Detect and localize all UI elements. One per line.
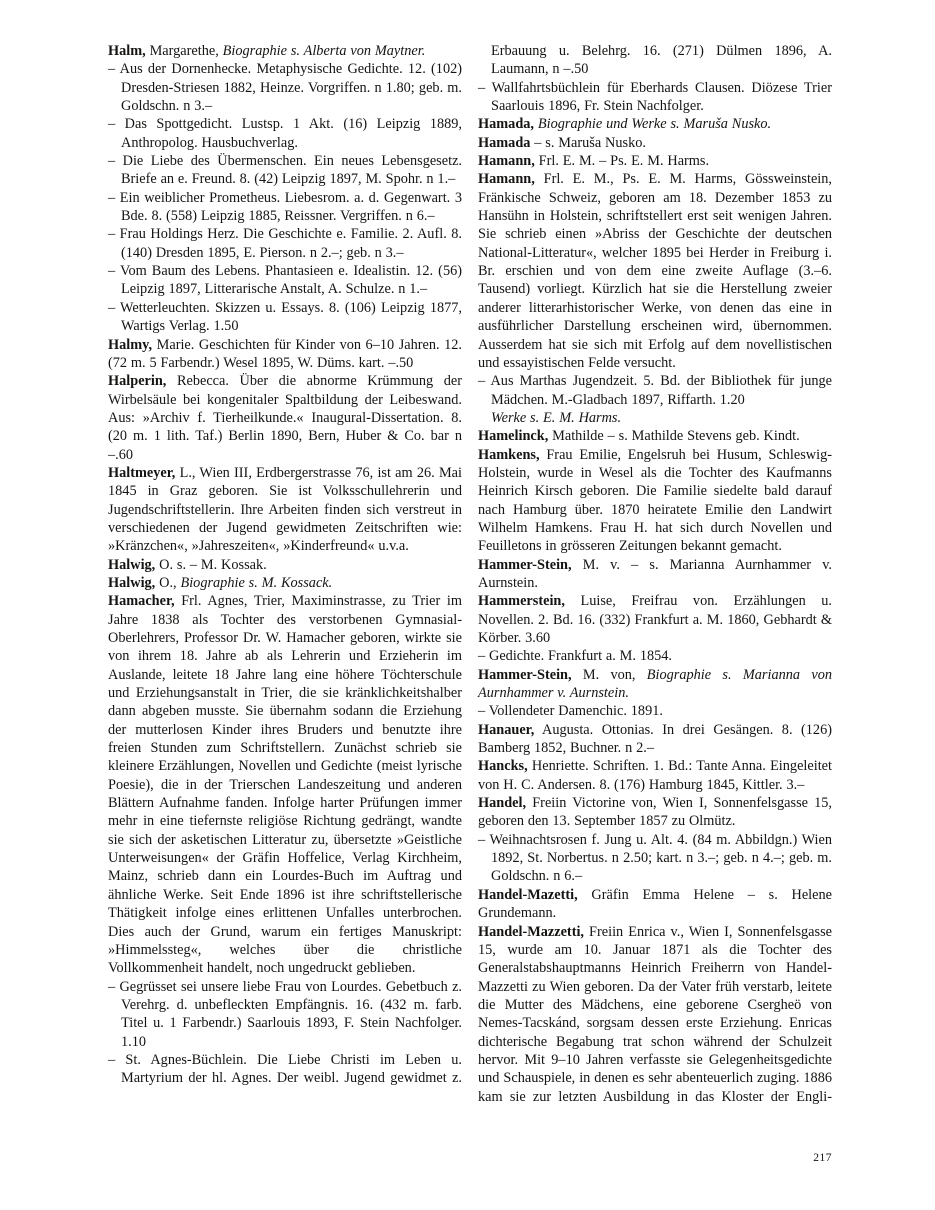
entry [108, 464, 462, 556]
text-segment: Freiin Enrica v., Wien I, Sonnenfelsgasse 15, wurde am 10. Januar 1871 als die Tochter des Generalstabshauptmanns Heinrich Freiherrn von Handel-Mazzetti zu Wien geboren. Da der Vater früh verstarb, leitete die Mutter des Mädchens, eine geborene Csergheö von Nemes-Tacskánd, sorgsam dessen erste Erziehung. Enricas dichterische Begabung trat schon während der Schulzeit hervor. Mit 9–10 Jahren verfasste sie Gelegenheitsgedichte und Schauspiele, in denen es sehr abenteuerlich zuging. 1886 kam sie zur letzten Ausbildung in das Kloster der Engli- [478, 923, 832, 1105]
text-segment: Margarethe, [145, 43, 223, 59]
text-segment: – Das Spottgedicht. Lustsp. 1 Akt. (16) Leipzig 1889, Anthropolog. Hausbuchverlag. [108, 116, 462, 151]
text-segment: Handel, [478, 795, 527, 812]
text-segment: Frau Emilie, Engelsruh bei Husum, Schleswig-Holstein, wurde in Wesel als die Tochter des Kaufmanns Heinrich Kirsch geboren. Die Familie siedelte bald darauf nach Hamburg über. 1870 heiratete Emilie den Landwirt Wilhelm Hamkens. Frau H. hat sich durch Novellen und Feuilletons in grösseren Zeitungen bekannt gemacht. [478, 446, 832, 555]
entry [108, 978, 462, 1051]
text-segment: Haltmeyer, [108, 464, 176, 481]
entry [108, 152, 462, 189]
column-left [108, 42, 462, 1106]
entry [478, 42, 832, 79]
entry [108, 372, 462, 464]
entry [478, 647, 832, 665]
text-segment: Rebecca. Über die abnorme Krümmung der Wirbelsäule bei kongenitaler Spaltbildung der Leibeswand. Aus: »Archiv f. Tierheilkunde.« Inaugural-Dissertation. 8. (20 m. 1 lith. Taf.) Berlin 1890, Bern, Huber & Co. bar n –.60 [108, 373, 462, 463]
text-segment: – s. Maruša Nusko. [530, 134, 646, 151]
text-segment: O. s. – M. Kossak. [155, 556, 267, 573]
text-segment: Hanauer, [478, 721, 535, 738]
text-segment: Biographie s. Alberta von Maytner. [222, 43, 426, 59]
text-segment: – Gedichte. Frankfurt a. M. 1854. [478, 648, 672, 665]
text-segment: Biographie und Werke s. Maruša Nusko. [537, 116, 772, 133]
text-segment: Handel-Mazzetti, [478, 923, 584, 940]
text-segment: Marie. Geschichten für Kinder von 6–10 Jahren. 12. (72 m. 5 Farbendr.) Wesel 1895, W. Düms. kart. –.50 [108, 336, 462, 371]
text-segment: Halmy, [108, 336, 153, 353]
text-segment: – Wallfahrtsbüchlein für Eberhards Clausen. Diözese Trier Saarlouis 1896, Fr. Stein Nachfolger. [478, 79, 832, 115]
text-segment: Handel-Mazetti, [478, 886, 578, 903]
entry [478, 79, 832, 116]
page-number: 217 [813, 1152, 832, 1164]
text-segment: – Die Liebe des Übermenschen. Ein neues Lebensgesetz. Briefe an e. Freund. 8. (42) Leipzig 1897, M. Spohr. n 1.– [108, 153, 462, 188]
text-segment: Halwig, [108, 574, 156, 591]
text-segment: Hamada, [478, 116, 535, 133]
entry [478, 592, 832, 647]
entry [108, 115, 462, 152]
text-segment: Halm, [108, 43, 146, 59]
text-segment: Hamann, [478, 171, 535, 188]
column-right [478, 42, 832, 1106]
text-segment: – Vom Baum des Lebens. Phantasieen e. Idealistin. 12. (56) Leipzig 1897, Litterarische Anstalt, A. Schulze. n 1.– [108, 263, 462, 298]
text-segment: – St. Agnes-Büchlein. Die Liebe Christi im Leben u. Martyrium der hl. Agnes. Der weibl. Jugend gewidmet z. [108, 1051, 462, 1087]
text-segment: M. v. – s. Marianna Aurnhammer v. Aurnstein. [478, 556, 832, 591]
text-segment: – Aus Marthas Jugendzeit. 5. Bd. der Bibliothek für junge Mädchen. M.-Gladbach 1897, Riffarth. 1.20 [478, 373, 832, 408]
text-segment: Hancks, [478, 758, 528, 775]
entry [478, 721, 832, 758]
text-segment: Hammer-Stein, [478, 666, 572, 683]
text-segment: Erbauung u. Belehrg. 16. (271) Dülmen 1896, A. Laumann, n –.50 [491, 43, 832, 78]
text-segment: Halperin, [108, 373, 167, 390]
entry [478, 152, 832, 170]
text-segment: – Wetterleuchten. Skizzen u. Essays. 8. (106) Leipzig 1877, Wartigs Verlag. 1.50 [108, 299, 462, 335]
entry [478, 427, 832, 445]
text-segment: Halwig, [108, 556, 156, 573]
text-segment: Hamacher, [108, 593, 175, 610]
text-segment: Gräfin Emma Helene – s. Helene Grundemann. [478, 886, 832, 922]
text-segment: – Aus der Dornenhecke. Metaphysische Gedichte. 12. (102) Dresden-Striesen 1882, Heinze. Vorgriffen. n 1.80; geb. m. Goldschn. n 3.– [108, 61, 462, 115]
text-segment: Hamkens, [478, 446, 540, 463]
entry [108, 60, 462, 115]
text-segment: Frl. Agnes, Trier, Maximinstrasse, zu Trier im Jahre 1838 als Tochter des verstorbenen Gymnasial-Oberlehrers, Professor Dr. W. Hamacher geboren, wirkte sie von ihrem 18. Jahre ab als Lehrerin und Erzieherin im Auslande, leitete 18 Jahre lang eine höhere Töchterschule und Erziehungsanstalt in Trier, die sie kränklichkeitshalber dann abgeben musste. Sie übernahm sodann die Erziehung der mutterlosen Kinder ihres Bruders und benutzte ihre freien Stunden zum Schriftstellern. Zunächst schrieb sie kleinere Erzählungen, Novellen und Gedichte (meist lyrische Poesie), die in der Trierschen Landeszeitung und anderen Blättern Aufnahme fanden. Infolge harter Prüfungen immer mehr in eine tiefernste religiöse Richtung gedrängt, wandte sie sich der asketischen Litteratur zu, übersetzte »Geistliche Unterweisungen« der Gräfin Hoffelice, Verlag Kirchheim, Mainz, schrieb dann ein Lourdes-Buch im Auftrag und ähnliche Werke. Seit Ende 1896 ist ihre schriftstellerische Thätigkeit infolge eines erlittenen Unfalles unterbrochen. Dies auch der Grund, warum ein fertiges Manuskript: »Himmelssteg«, welches über die christliche Vollkommenheit handelt, noch ungedruckt geblieben. [108, 593, 462, 977]
entry [478, 666, 832, 703]
entry [108, 189, 462, 226]
text-segment: Werke s. E. M. Harms. [491, 409, 622, 426]
text-segment: Biographie s. Marianna von Aurnhammer v. Aurnstein. [478, 666, 832, 702]
entry [108, 574, 462, 592]
entry [108, 336, 462, 373]
entry [478, 409, 832, 427]
text-segment: Hammerstein, [478, 593, 565, 610]
text-segment: – Vollendeter Damenchic. 1891. [478, 703, 663, 720]
entry [478, 794, 832, 831]
entry [478, 757, 832, 794]
text-segment: Mathilde – s. Mathilde Stevens geb. Kindt. [548, 428, 800, 445]
entry [478, 702, 832, 720]
entry [108, 592, 462, 977]
entry [108, 225, 462, 262]
entry [108, 299, 462, 336]
text-segment: Biographie s. M. Kossack. [180, 574, 333, 591]
text-segment: Freiin Victorine von, Wien I, Sonnenfelsgasse 15, geboren den 13. September 1857 zu Olmütz. [478, 795, 832, 830]
text-segment: – Gegrüsset sei unsere liebe Frau von Lourdes. Gebetbuch z. Verehrg. d. unbefleckten Empfängnis. 16. (432 m. farb. Titel u. 1 Farbendr.) Saarlouis 1893, F. Stein Nachfolger. 1.10 [108, 978, 462, 1050]
text-segment: Luise, Freifrau von. Erzählungen u. Novellen. 2. Bd. 16. (332) Frankfurt a. M. 1860, Gebhardt & Körber. 3.60 [478, 593, 832, 646]
entry [478, 886, 832, 923]
text-segment: Frl. E. M., Ps. E. M. Harms, Gössweinstein, Fränkische Schweiz, geboren am 18. Dezember 1853 zu Hansühn in Holstein, schriftstellert erst seit wenigen Jahren. Sie schrieb einen »Abriss der Geschichte der deutschen National-Litteratur«, welcher 1895 bei Herder in Freiburg i. Br. erschien und von dem eine zweite Auflage (3.–6. Tausend) vorliegt. Kürzlich hat sie die Herstellung zweier anderer litterarhistorischer Werke, von denen das eine in ausführlicher Darstellung erscheinen wird, übernommen. Ausserdem hat sie sich mit Erfolg auf dem novellistischen und essayistischen Felde versucht. [478, 171, 832, 371]
entry [478, 170, 832, 372]
text-segment: Augusta. Ottonias. In drei Gesängen. 8. (126) Bamberg 1852, Buchner. n 2.– [478, 721, 832, 757]
text-segment: Hamada [478, 134, 531, 151]
entry [478, 556, 832, 593]
entry [108, 42, 462, 60]
entry [478, 372, 832, 409]
text-segment: Henriette. Schriften. 1. Bd.: Tante Anna. Eingeleitet von H. C. Andersen. 8. (176) Hamburg 1845, Kittler. 3.– [478, 758, 832, 793]
entry [108, 1051, 462, 1088]
text-segment: – Frau Holdings Herz. Die Geschichte e. Familie. 2. Aufl. 8. (140) Dresden 1895, E. Pierson. n 2.–; geb. n 3.– [108, 226, 462, 261]
text-segment: Hamann, [478, 153, 535, 170]
text-segment: Frl. E. M. – Ps. E. M. Harms. [534, 153, 710, 170]
entry [108, 262, 462, 299]
text-columns [108, 42, 832, 1106]
entry [108, 556, 462, 574]
entry [478, 831, 832, 886]
text-segment: Hamelinck, [478, 428, 549, 445]
entry [478, 115, 832, 133]
text-segment: M. von, [571, 666, 647, 683]
entry [478, 134, 832, 152]
text-segment: – Ein weiblicher Prometheus. Liebesrom. a. d. Gegenwart. 3 Bde. 8. (558) Leipzig 1885, Reissner. Vergriffen. n 6.– [108, 189, 462, 225]
text-segment: L., Wien III, Erdbergerstrasse 76, ist am 26. Mai 1845 in Graz geboren. Sie ist Volksschullehrerin und Jugendschriftstellerin. Ihre Arbeiten finden sich verstreut in verschiedenen der Jugend gewidmeten Zeitschriften wie: »Kränzchen«, »Jahreszeiten«, »Kinderfreund« u.v.a. [108, 464, 462, 555]
entry [478, 446, 832, 556]
text-segment: – Weihnachtsrosen f. Jung u. Alt. 4. (84 m. Abbildgn.) Wien 1892, St. Norbertus. n 2.50; kart. n 3.–; geb. n 4.–; geb. m. Goldschn. n 6.– [478, 831, 832, 885]
text-segment: Hammer-Stein, [478, 556, 572, 573]
entry [478, 923, 832, 1106]
text-segment: O., [155, 574, 181, 591]
